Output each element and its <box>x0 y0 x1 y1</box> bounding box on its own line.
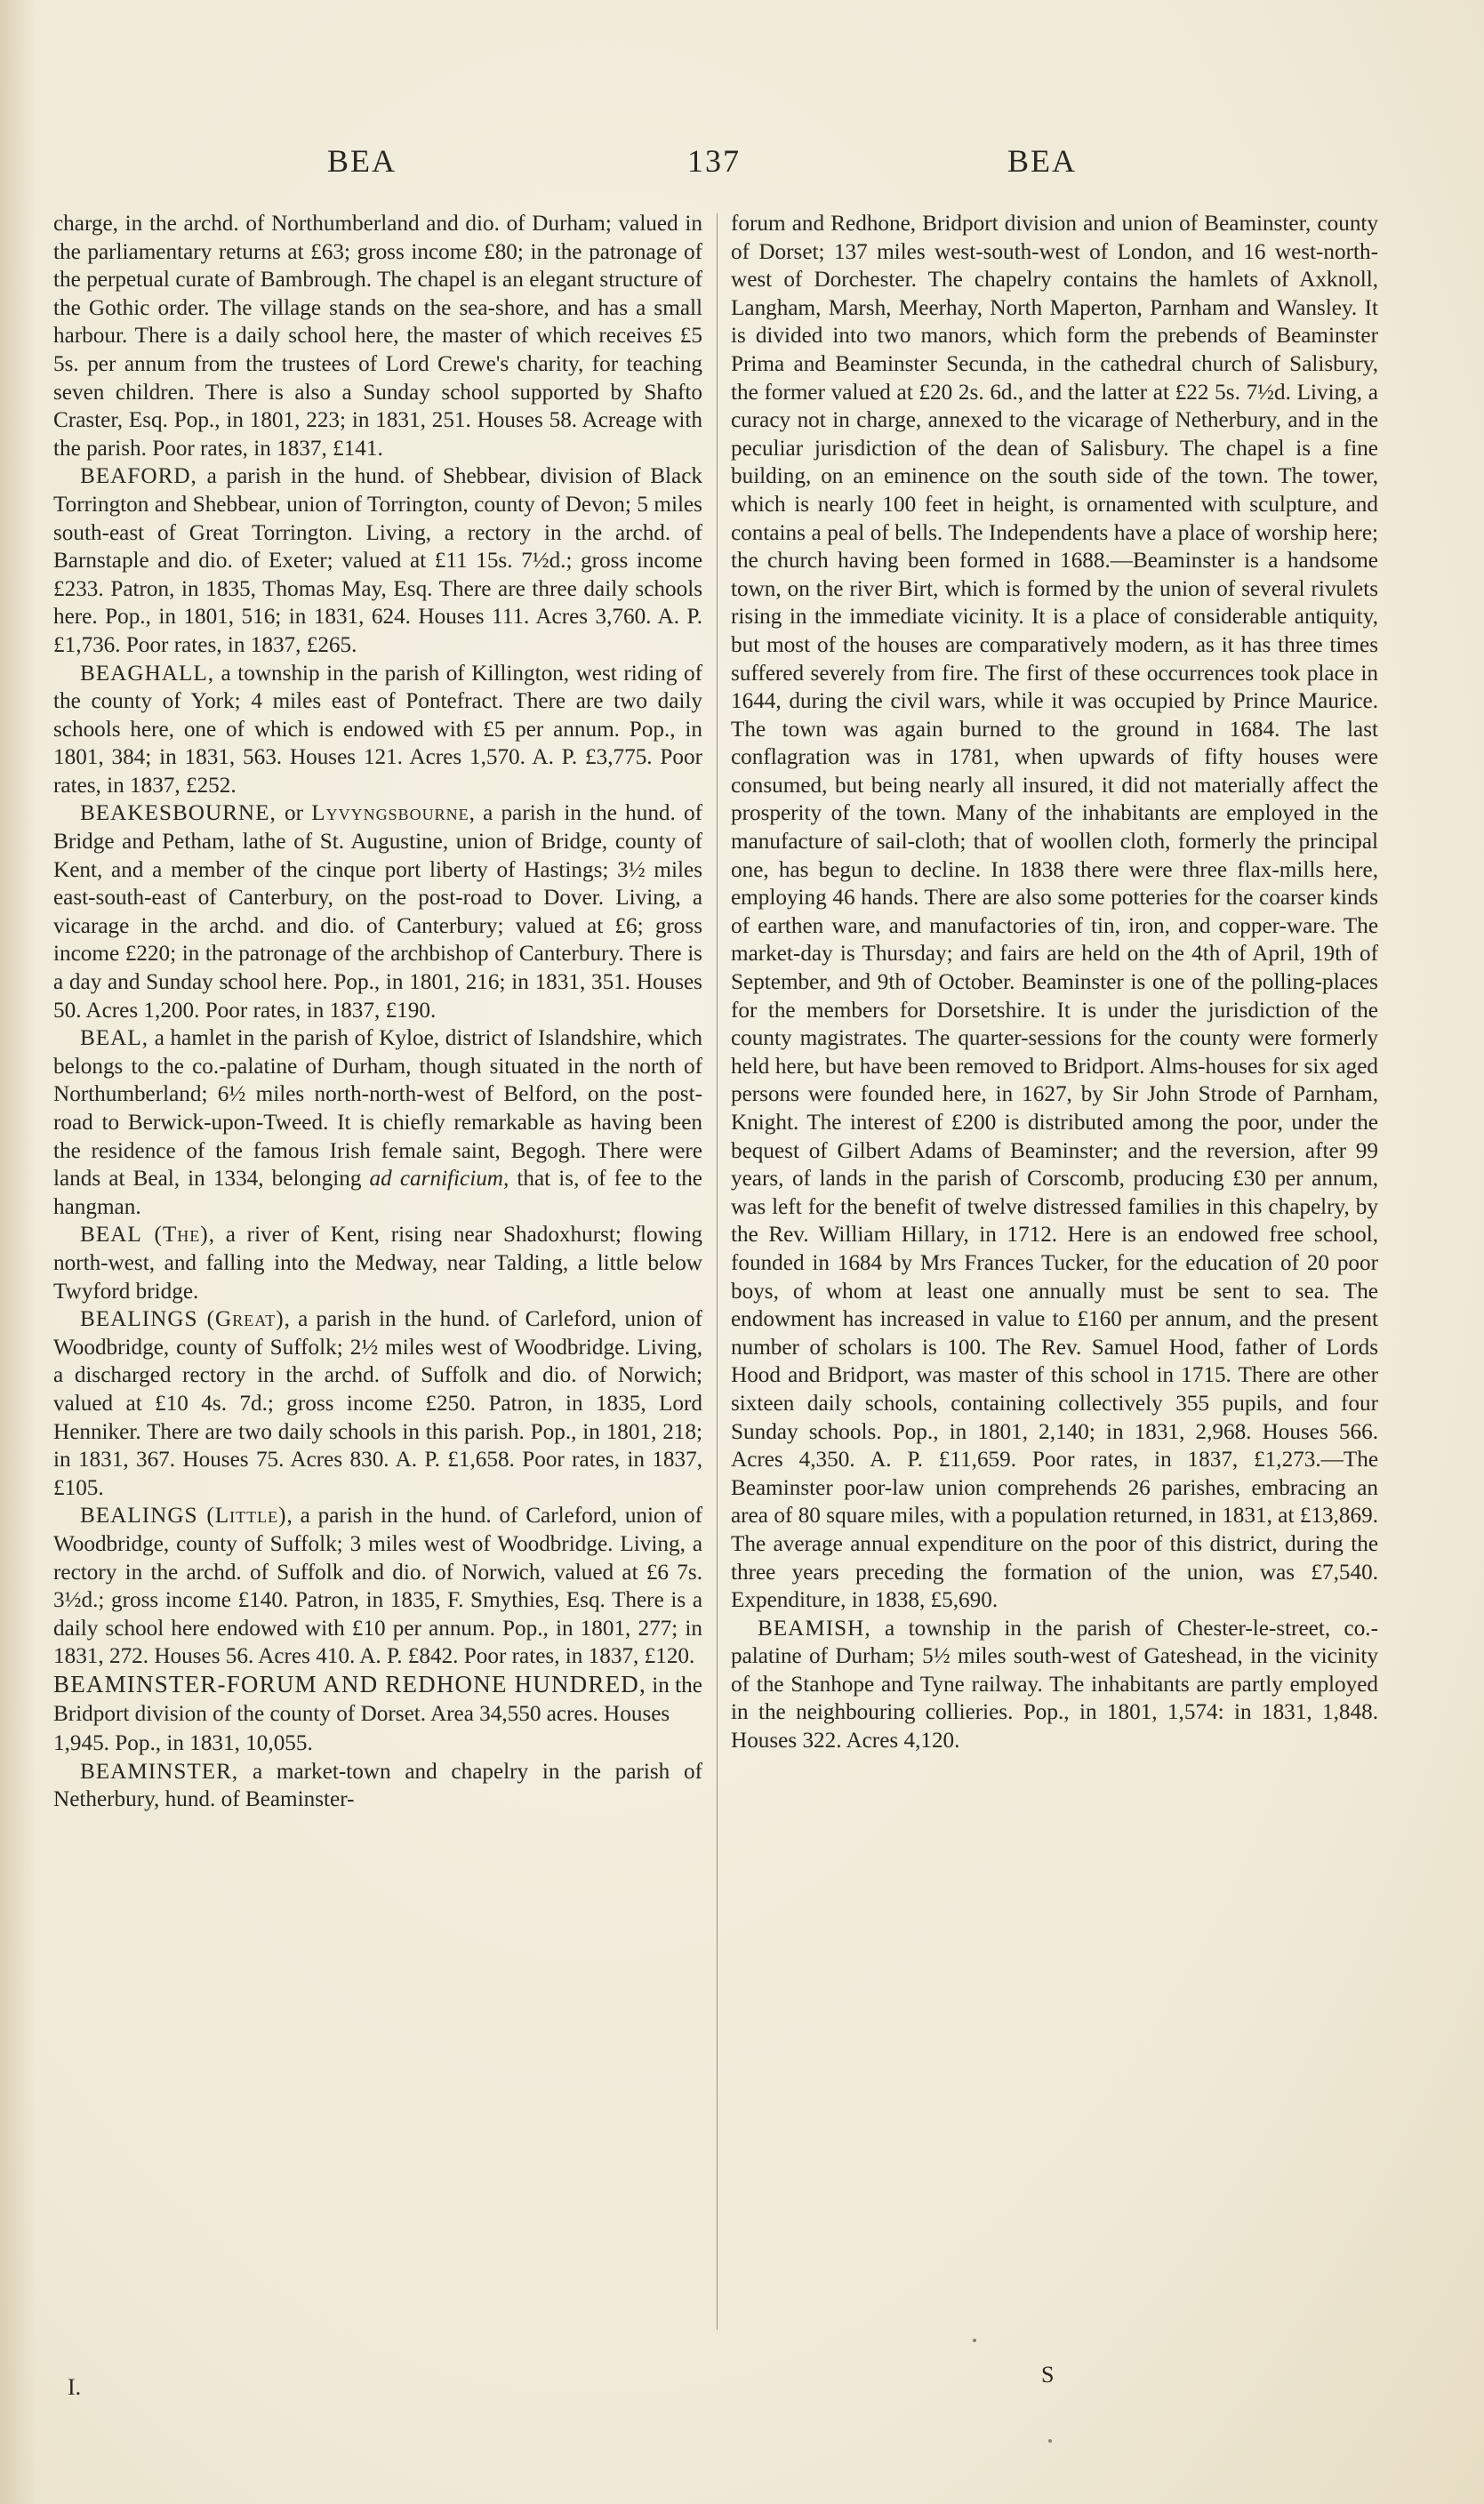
entry-qualifier: (Little) <box>197 1504 287 1529</box>
entry-beamish <box>731 1615 1378 1755</box>
entry-text: forum and Redhone, Bridport division and union of Beaminster, county of Dorset; 137 miles west-south-west of London, and 16 west-north-west of Dorchester. The chapelry contains the hamlets of Axknoll, Langham, Marsh, Meerhay, North Maperton, Parnham and Wansley. It is divided into two manors, which form the prebends of Beaminster Prima and Beaminster Secunda, in the cathedral church of Salisbury, the former valued at £20 2s. 6d., and the latter at £22 5s. 7½d. Living, a curacy not in charge, annexed to the vicarage of Netherbury, and in the peculiar jurisdiction of the dean of Salisbury. The chapel is a fine building, on an eminence on the south side of the town. The tower, which is nearly 100 feet in height, is ornamented with sculpture, and contains a peal of bells. The Independents have a place of worship here; the church having been formed in 1688.—Beaminster is a handsome town, on the river Birt, which is formed by the union of several rivulets rising in the immediate vicinity. It is a place of considerable antiquity, but most of the houses are comparatively modern, as it has three times suffered severely from fire. The first of these occurrences took place in 1644, during the civil wars, while it was occupied by Prince Maurice. The town was again burned to the ground in 1684. The last conflagration was in 1781, when upwards of fifty houses were consumed, but being nearly all insured, it did not materially affect the prosperity of the town. Many of the inhabitants are employed in the manufacture of sail-cloth; that of woollen cloth, formerly the principal one, has begun to decline. In 1838 there were three flax-mills here, employing 46 hands. There are also some potteries for the coarser kinds of earthen ware, and manufactories of tin, iron, and copper-ware. The market-day is Thursday; and fairs are held on the 4th of April, 19th of September, and 9th of October. Beaminster is one of the polling-places for the members for Dorsetshire. It is under the jurisdiction of the county magistrates. The quarter-sessions for the county were formerly held here, but have been removed to Bridport. Alms-houses for six aged persons were founded here, in 1627, by Sir John Strode of Parnham, Knight. The interest of £200 is distributed among the poor, under the bequest of Gilbert Adams of Beaminster; and the reversion, after 99 years, of lands in the parish of Corscomb, producing £30 per annum, was left for the benefit of twelve distressed families in this chapelry, by the Rev. William Hillary, in 1712. Here is an endowed free school, founded in 1684 by Mrs Frances Tucker, for the education of 20 poor boys, of whom at least one annually must be sent to sea. The endowment has increased in value to £160 per annum, and the present number of scholars is 100. The Rev. Samuel Hood, father of Lords Hood and Bridport, was master of this school in 1715. There are other sixteen daily schools, containing collectively 355 pupils, and four Sunday schools. Pop., in 1801, 2,140; in 1831, 2,968. Houses 566. Acres 4,350. A. P. £11,659. Poor rates, in 1837, £1,273.—The Beaminster poor-law union comprehends 26 parishes, embracing an area of 80 square miles, with a population returned, in 1831, at £13,869. The average annual expenditure on the poor of this district, during the three years preceding the formation of the union, was £7,540. Expenditure, in 1838, £5,690. <box>731 212 1378 1613</box>
entry-headword: BEAGHALL, <box>80 661 215 686</box>
entry-headword: BEAKESBOURNE, <box>80 801 277 826</box>
entry-headword: BEAMINSTER-FORUM AND REDHONE HUNDRED, <box>53 1670 646 1697</box>
entry-text: , a parish in the hund. of Bridge and Petham, lathe of St. Augustine, union of Bridge, county of Kent, and a member of the cinque port liberty of Hastings; 3½ miles east-south-east of Canterbury, on the post-road to Dover. Living, a vicarage in the archd. and dio. of Canterbury; valued at £6; gross income £220; in the patronage of the archbishop of Canterbury. There is a day and Sunday school here. Pop., in 1801, 216; in 1831, 351. Houses 50. Acres 1,200. Poor rates, in 1837, £190. <box>53 801 702 1023</box>
entry-text: a township in the parish of Chester-le-street, co.-palatine of Durham; 5½ miles south-west of Gateshead, in the vicinity of the Stanhope and Tyne railway. The inhabitants are partly employed in the neighbouring collieries. Pop., in 1801, 1,574: in 1831, 1,848. Houses 322. Acres 4,120. <box>731 1616 1378 1754</box>
page-number: 137 <box>687 143 741 179</box>
entry-headword: BEAMISH, <box>758 1616 871 1641</box>
entry-beaford <box>53 462 702 659</box>
entry-qualifier: (The) <box>141 1223 209 1248</box>
signature-mark-right: S <box>1041 2362 1055 2388</box>
entry-headword: BEALINGS <box>80 1504 198 1529</box>
entry-headword: BEAL, <box>80 1026 149 1051</box>
entry-continuation <box>53 210 702 462</box>
entry-continuation <box>731 210 1378 1615</box>
header-left-catchword: BEA <box>327 143 397 179</box>
entry-text: a parish in the hund. of Shebbear, division of Black Torrington and Shebbear, union of Torrington, county of Devon; 5 miles south-east of Great Torrington. Living, a rectory in the archd. of Barnstaple and dio. of Exeter; valued at £11 15s. 7½d.; gross income £233. Patron, in 1835, Thomas May, Esq. There are three daily schools here. Pop., in 1801, 516; in 1831, 624. Houses 111. Acres 3,760. A. P. £1,736. Poor rates, in 1837, £265. <box>53 464 702 657</box>
entry-text: a township in the parish of Killington, west riding of the county of York; 4 miles east of Pontefract. There are two daily schools here, one of which is endowed with £5 per annum. Pop., in 1801, 384; in 1831, 563. Houses 121. Acres 1,570. A. P. £3,775. Poor rates, in 1837, £252. <box>53 661 702 798</box>
entry-beaminster <box>53 1758 702 1814</box>
print-speck <box>973 2339 976 2342</box>
entry-text: , a river of Kent, rising near Shadoxhurst; flowing north-west, and falling into the Medway, near Talding, a little below Twyford bridge. <box>53 1223 703 1304</box>
entry-beakesbourne <box>53 799 702 1024</box>
entry-qualifier: (Great) <box>197 1307 285 1332</box>
entry-alt-name: Lyvyngsbourne <box>311 801 469 826</box>
entry-text: or <box>276 801 312 826</box>
entry-headword: BEAL <box>80 1223 142 1248</box>
right-column <box>731 210 1378 1755</box>
entry-beaghall <box>53 660 702 800</box>
entry-text: in the Bridport division of the county of Dorset. Area 34,550 acres. Houses 1,945. Pop., in 1831, 10,055. <box>53 1673 702 1756</box>
entry-text: that is, of fee to the hangman. <box>53 1167 702 1219</box>
print-speck <box>1048 2439 1052 2443</box>
entry-headword: BEAMINSTER, <box>80 1759 239 1784</box>
entry-headword: BEALINGS <box>80 1307 198 1332</box>
binding-shadow <box>0 0 36 2504</box>
header-right-catchword: BEA <box>1007 143 1077 179</box>
entry-beal <box>53 1024 702 1221</box>
left-column <box>53 210 702 1814</box>
signature-mark-left: I. <box>68 2374 82 2400</box>
running-header <box>0 142 1484 187</box>
entry-text: , a parish in the hund. of Carleford, union of Woodbridge, county of Suffolk; 2½ miles west of Woodbridge. Living, a discharged rectory in the archd. of Suffolk and dio. of Norwich; valued at £10 4s. 7d.; gross income £250. Patron, in 1835, Lord Henniker. There are two daily schools in this parish. Pop., in 1801, 218; in 1831, 367. Houses 75. Acres 830. A. P. £1,658. Poor rates, in 1837, £105. <box>53 1307 702 1500</box>
entry-text: a hamlet in the parish of Kyloe, district of Islandshire, which belongs to the co.-palatine of Durham, though situated in the north of Northumberland; 6½ miles north-north-west of Belford, on the post-road to Berwick-upon-Tweed. It is chiefly remarkable as having been the residence of the famous Irish female saint, Begogh. There were lands at Beal, in 1334, belonging <box>53 1026 702 1192</box>
entry-italic-text: ad carnificium, <box>369 1167 509 1192</box>
entry-bealings-little <box>53 1502 702 1671</box>
entry-headword: BEAFORD, <box>80 464 197 489</box>
entry-beaminster-hundred <box>53 1671 702 1758</box>
entry-bealings-great <box>53 1305 702 1502</box>
entry-text: , a parish in the hund. of Carleford, union of Woodbridge, county of Suffolk; 3 miles west of Woodbridge. Living, a rectory in the archd. of Suffolk and dio. of Norwich, valued at £6 7s. 3½d.; gross income £140. Patron, in 1835, F. Smythies, Esq. There is a daily school here endowed with £10 per annum. Pop., in 1801, 277; in 1831, 272. Houses 56. Acres 410. A. P. £842. Poor rates, in 1837, £120. <box>53 1504 702 1669</box>
entry-text: charge, in the archd. of Northumberland and dio. of Durham; valued in the parliamentary returns at £63; gross income £80; in the patronage of the perpetual curate of Bambrough. The chapel is an elegant structure of the Gothic order. The village stands on the sea-shore, and has a small harbour. There is a daily school here, the master of which receives £5 5s. per annum from the trustees of Lord Crewe's charity, for teaching seven children. There is also a Sunday school supported by Shafto Craster, Esq. Pop., in 1801, 223; in 1831, 251. Houses 58. Acreage with the parish. Poor rates, in 1837, £141. <box>53 212 702 461</box>
entry-text: a market-town and chapelry in the parish of Netherbury, hund. of Beaminster- <box>53 1759 702 1812</box>
entry-beal-river <box>53 1221 702 1305</box>
column-divider <box>717 213 718 2330</box>
